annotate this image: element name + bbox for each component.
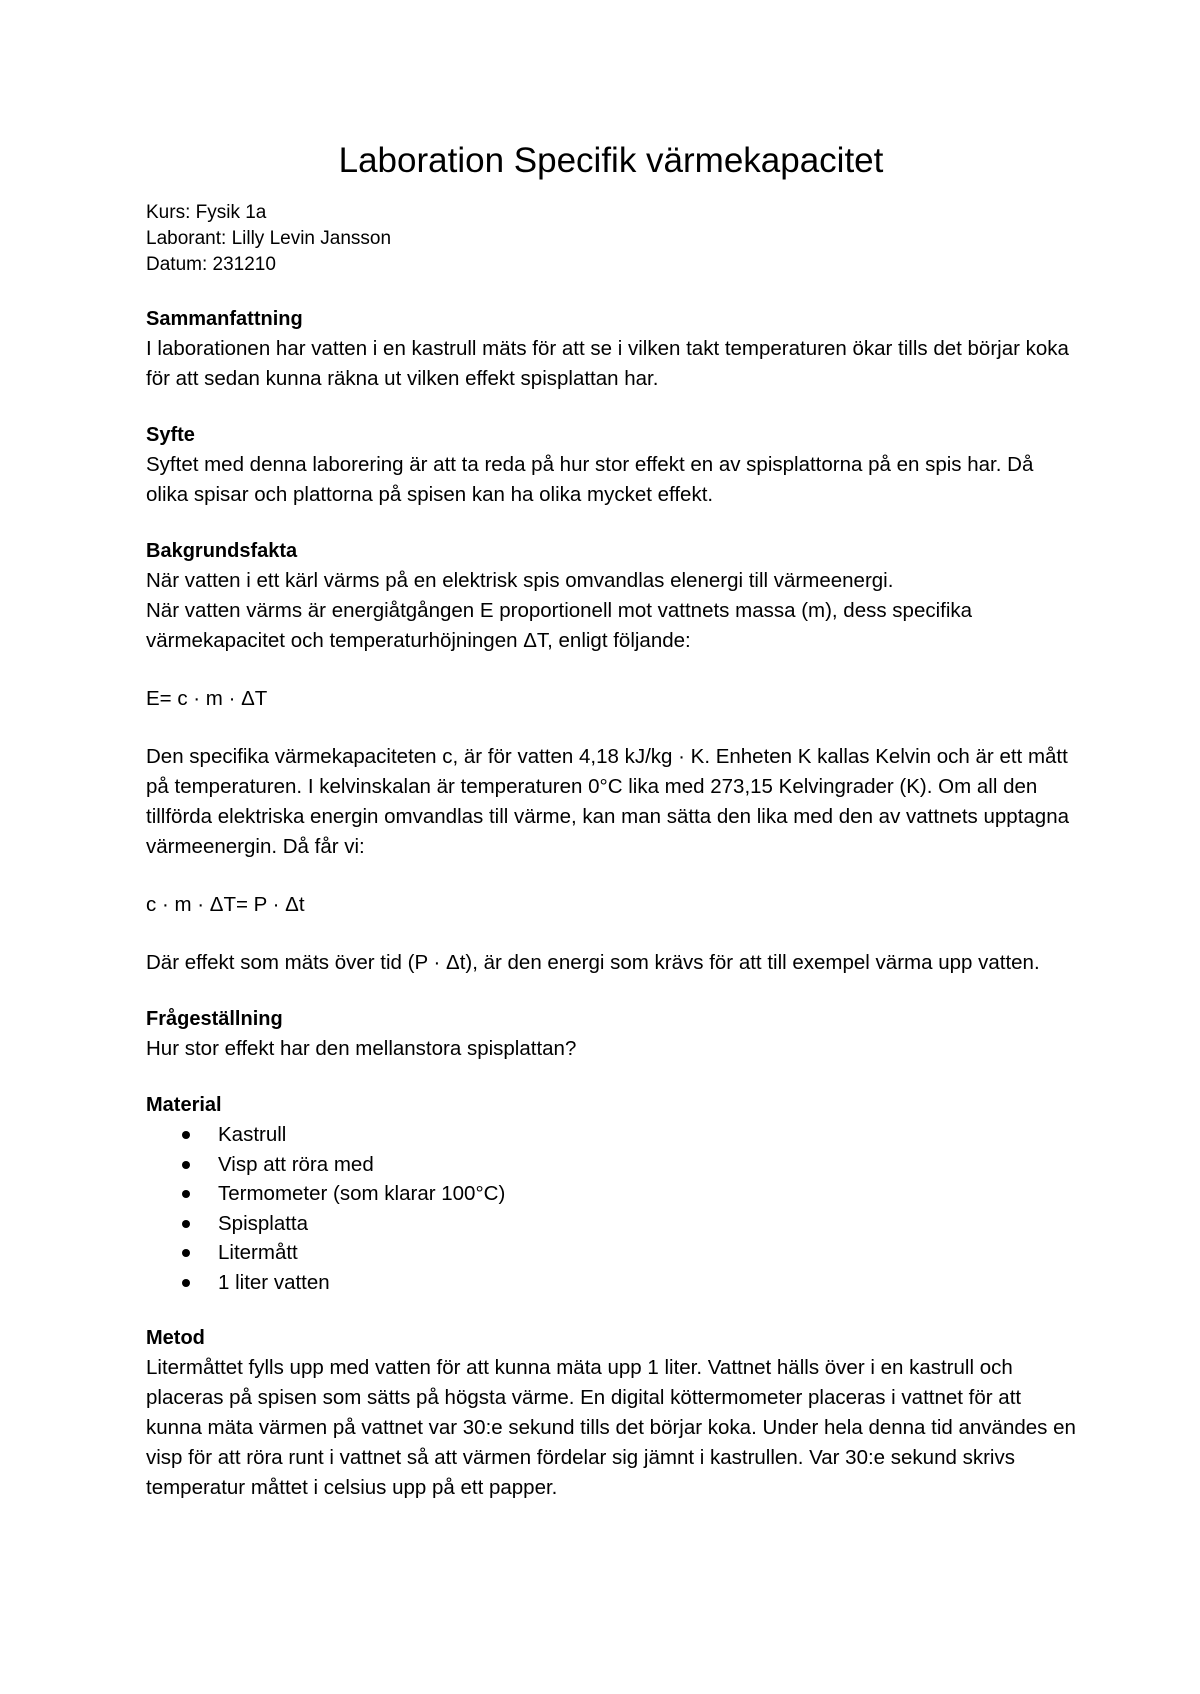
- section-fragestallning: [146, 1004, 1076, 1064]
- document-meta: [146, 200, 1076, 278]
- list-item-label: 1 liter vatten: [218, 1270, 330, 1294]
- meta-author: Laborant: Lilly Levin Jansson: [146, 228, 392, 249]
- section-text: Litermåttet fylls upp med vatten för att kunna mäta upp 1 liter. Vattnet hälls över i en kastrull och placeras på spisen som sätts på högsta värme. En digital köttermometer placeras i vattnet för att kunna mäta värmen på vattnet var 30:e sekund tills det börjar koka. Under hela denna tid användes en visp för att röra runt i vattnet så att värmen fördelar sig jämnt i kastrullen. Var 30:e sekund skrivs temperatur måttet i celsius upp på ett papper.: [146, 1356, 1076, 1499]
- section-text-line-2: När vatten värms är energiåtgången E proportionell mot vattnets massa (m), dess specifika värmekapacitet och temperaturhöjningen ΔT, enligt följande:: [146, 599, 973, 652]
- document-title: Laboration Specifik värmekapacitet: [338, 141, 884, 180]
- energy-formula: E= c · m · ΔT: [146, 687, 268, 710]
- section-heading: Frågeställning: [146, 1008, 283, 1030]
- bullet-icon: [182, 1220, 190, 1228]
- section-text: Syftet med denna laborering är att ta reda på hur stor effekt en av spisplattorna på en spis har. Då olika spisar och plattorna på spisen kan ha olika mycket effekt.: [146, 453, 1034, 506]
- section-text-line-1: När vatten i ett kärl värms på en elektrisk spis omvandlas elenergi till värmeenergi.: [146, 569, 894, 592]
- bullet-icon: [182, 1190, 190, 1198]
- list-item-label: Kastrull: [218, 1123, 287, 1146]
- section-heading: Material: [146, 1094, 222, 1116]
- bullet-icon: [182, 1279, 190, 1287]
- section-heading: Metod: [146, 1327, 205, 1349]
- section-text-para-3: Där effekt som mäts över tid (P · Δt), är den energi som krävs för att till exempel värma upp vatten.: [146, 951, 1040, 974]
- list-item: [182, 1179, 1076, 1209]
- section-bakgrundsfakta: [146, 536, 1076, 978]
- list-item: [182, 1120, 1076, 1150]
- list-item-label: Litermått: [218, 1241, 298, 1264]
- bullet-icon: [182, 1131, 190, 1139]
- list-item: [182, 1268, 1076, 1298]
- section-metod: [146, 1323, 1076, 1503]
- list-item-label: Termometer (som klarar 100°C): [218, 1182, 506, 1205]
- bullet-icon: [182, 1161, 190, 1169]
- meta-course: Kurs: Fysik 1a: [146, 202, 267, 223]
- section-material: [146, 1090, 1076, 1297]
- meta-date: Datum: 231210: [146, 254, 276, 275]
- list-item-label: Spisplatta: [218, 1211, 309, 1235]
- section-sammanfattning: [146, 304, 1076, 394]
- section-text-para-2: Den specifika värmekapaciteten c, är för vatten 4,18 kJ/kg · K. Enheten K kallas Kelvin och är ett mått på temperaturen. I kelvinskalan är temperaturen 0°C lika med 273,15 Kelvingrader (K). Om all den tillförda elektriska energin omvandlas till värme, kan man sätta den lika med den av vattnets upptagna värmeenergin. Då får vi:: [146, 745, 1070, 858]
- section-heading: Bakgrundsfakta: [146, 540, 298, 562]
- list-item: [182, 1238, 1076, 1268]
- material-list: [146, 1120, 1076, 1297]
- section-heading: Syfte: [146, 424, 195, 446]
- power-formula: c · m · ΔT= P · Δt: [146, 893, 305, 916]
- bullet-icon: [182, 1249, 190, 1257]
- document-page: [146, 138, 1076, 1503]
- section-text: I laborationen har vatten i en kastrull mäts för att se i vilken takt temperaturen ökar tills det börjar koka för att sedan kunna räkna ut vilken effekt spisplattan har.: [146, 337, 1069, 390]
- section-syfte: [146, 420, 1076, 510]
- list-item: [182, 1209, 1076, 1239]
- section-text: Hur stor effekt har den mellanstora spisplattan?: [146, 1037, 577, 1060]
- list-item: [182, 1150, 1076, 1180]
- section-heading: Sammanfattning: [146, 308, 303, 330]
- list-item-label: Visp att röra med: [218, 1152, 374, 1176]
